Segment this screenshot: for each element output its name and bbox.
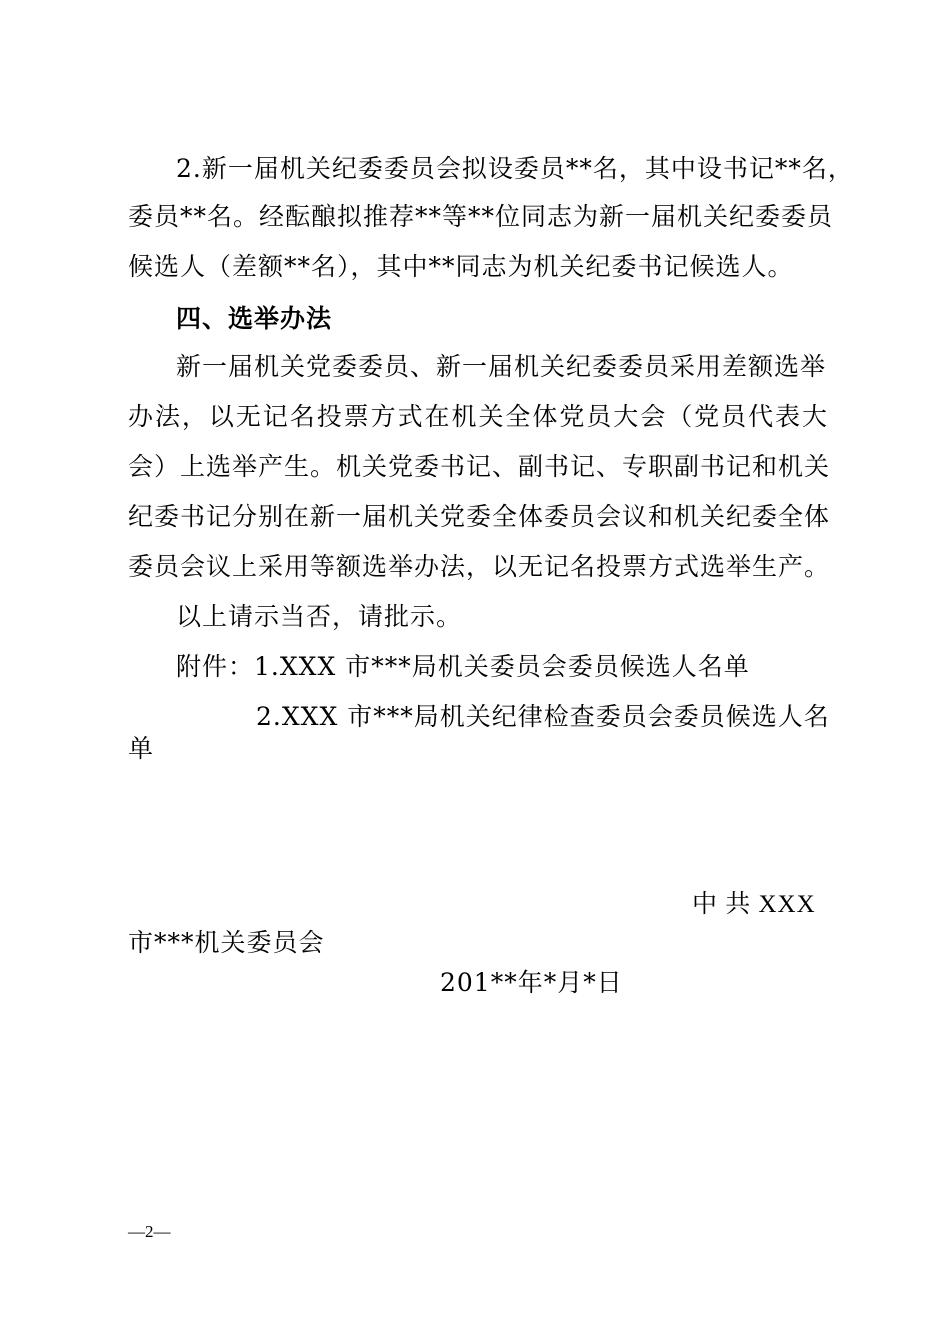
- paragraph-method-line-5: 委员会议上采用等额选举办法，以无记名投票方式选举生产。: [128, 552, 831, 581]
- page-number: —2—: [128, 1222, 171, 1241]
- signature-organization-line-1: 中 共 XXX: [692, 891, 816, 918]
- attachment-item-2-line-2: 单: [128, 734, 155, 763]
- paragraph-election-commission-line-1: 2.新一届机关纪委委员会拟设委员**名，其中设书记**名，: [176, 154, 854, 183]
- signature-date: 201**年*月*日: [440, 968, 623, 997]
- paragraph-method-line-2: 办法，以无记名投票方式在机关全体党员大会（党员代表大: [128, 402, 828, 431]
- attachment-item-1: 附件：1.XXX 市***局机关委员会委员候选人名单: [176, 652, 750, 681]
- attachment-item-2-line-1: 2.XXX 市***局机关纪律检查委员会委员候选人名: [256, 702, 830, 731]
- paragraph-method-line-3: 会）上选举产生。机关党委书记、副书记、专职副书记和机关: [128, 452, 831, 481]
- request-approval-line: 以上请示当否，请批示。: [176, 602, 463, 631]
- signature-organization-line-2: 市***机关委员会: [128, 928, 325, 957]
- paragraph-election-commission-line-3: 候选人（差额**名），其中**同志为机关纪委书记候选人。: [128, 252, 794, 281]
- section-heading-election-method: 四、选举办法: [176, 304, 333, 333]
- paragraph-method-line-4: 纪委书记分别在新一届机关党委全体委员会议和机关纪委全体: [128, 502, 831, 531]
- paragraph-method-line-1: 新一届机关党委委员、新一届机关纪委委员采用差额选举: [176, 352, 827, 381]
- paragraph-election-commission-line-2: 委员**名。经酝酿拟推荐**等**位同志为新一届机关纪委委员: [128, 202, 834, 231]
